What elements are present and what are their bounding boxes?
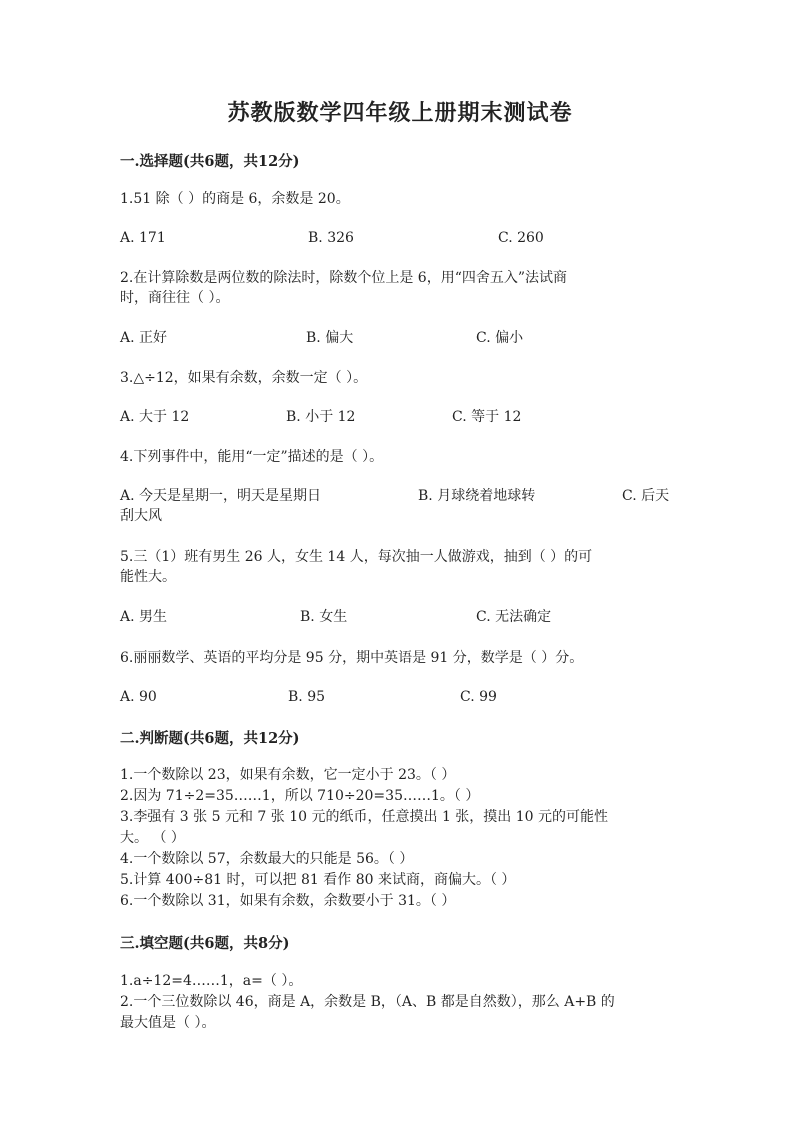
question-2-option-c: C. 偏小 [476,330,524,346]
question-5-stem-line2: 能性大。 [120,569,176,585]
question-2-option-b: B. 偏大 [306,330,354,346]
question-1-option-a: A. 171 [120,230,166,246]
fill-line-2-continuation: 最大值是（ ）。 [120,1015,216,1031]
judgment-line-1: 1.一个数除以 23，如果有余数，它一定小于 23。（ ） [120,767,456,783]
question-2-stem-line1: 2.在计算除数是两位数的除法时，除数个位上是 6，用“四舍五入”法试商 [120,270,568,286]
judgment-line-3-continuation: 大。 （ ） [120,830,185,846]
question-6-option-b: B. 95 [288,689,326,705]
question-4-option-a: A. 今天是星期一，明天是星期日 [120,488,322,504]
question-3-stem: 3.△÷12，如果有余数，余数一定（ ）。 [120,370,368,386]
question-4-stem: 4.下列事件中，能用“一定”描述的是（ ）。 [120,449,384,465]
question-1-stem: 1.51 除（ ）的商是 6，余数是 20。 [120,191,350,207]
judgment-line-5: 5.计算 400÷81 时，可以把 81 看作 80 来试商，商偏大。（ ） [120,872,516,888]
question-6-stem: 6.丽丽数学、英语的平均分是 95 分，期中英语是 91 分，数学是（ ）分。 [120,650,584,666]
question-3-option-c: C. 等于 12 [452,409,522,425]
question-1-option-b: B. 326 [308,230,354,246]
question-4-option-c-continuation: 刮大风 [120,508,162,524]
judgment-line-2: 2.因为 71÷2=35……1，所以 710÷20=35……1。（ ） [120,788,480,804]
fill-line-1: 1.a÷12=4……1，a=（ ）。 [120,973,303,989]
question-5-stem-line1: 5.三（1）班有男生 26 人，女生 14 人，每次抽一人做游戏，抽到（ ）的可 [120,549,593,565]
section-heading-judgment: 二.判断题(共6题，共12分) [120,730,300,747]
question-3-option-a: A. 大于 12 [120,409,190,425]
question-5-option-b: B. 女生 [300,609,348,625]
fill-line-2: 2.一个三位数除以 46，商是 A，余数是 B，（A、B 都是自然数），那么 A+B 的 [120,994,615,1010]
question-4-option-b: B. 月球绕着地球转 [418,488,536,504]
question-5-option-a: A. 男生 [120,609,168,625]
question-2-option-a: A. 正好 [120,330,168,346]
question-4-option-c: C. 后天 [622,488,670,504]
judgment-line-6: 6.一个数除以 31，如果有余数，余数要小于 31。（ ） [120,893,456,909]
judgment-line-4: 4.一个数除以 57，余数最大的只能是 56。（ ） [120,851,414,867]
question-6-option-c: C. 99 [460,689,497,705]
question-2-stem-line2: 时，商往往（ ）。 [120,290,230,306]
question-6-option-a: A. 90 [120,689,157,705]
section-heading-choice: 一.选择题(共6题，共12分) [120,153,300,170]
question-3-option-b: B. 小于 12 [286,409,356,425]
page-title: 苏教版数学四年级上册期末测试卷 [227,100,573,126]
section-heading-fill: 三.填空题(共6题，共8分) [120,935,290,952]
question-1-option-c: C. 260 [498,230,544,246]
question-5-option-c: C. 无法确定 [476,609,552,625]
judgment-line-3: 3.李强有 3 张 5 元和 7 张 10 元的纸币，任意摸出 1 张，摸出 10 元的可能性 [120,809,609,825]
